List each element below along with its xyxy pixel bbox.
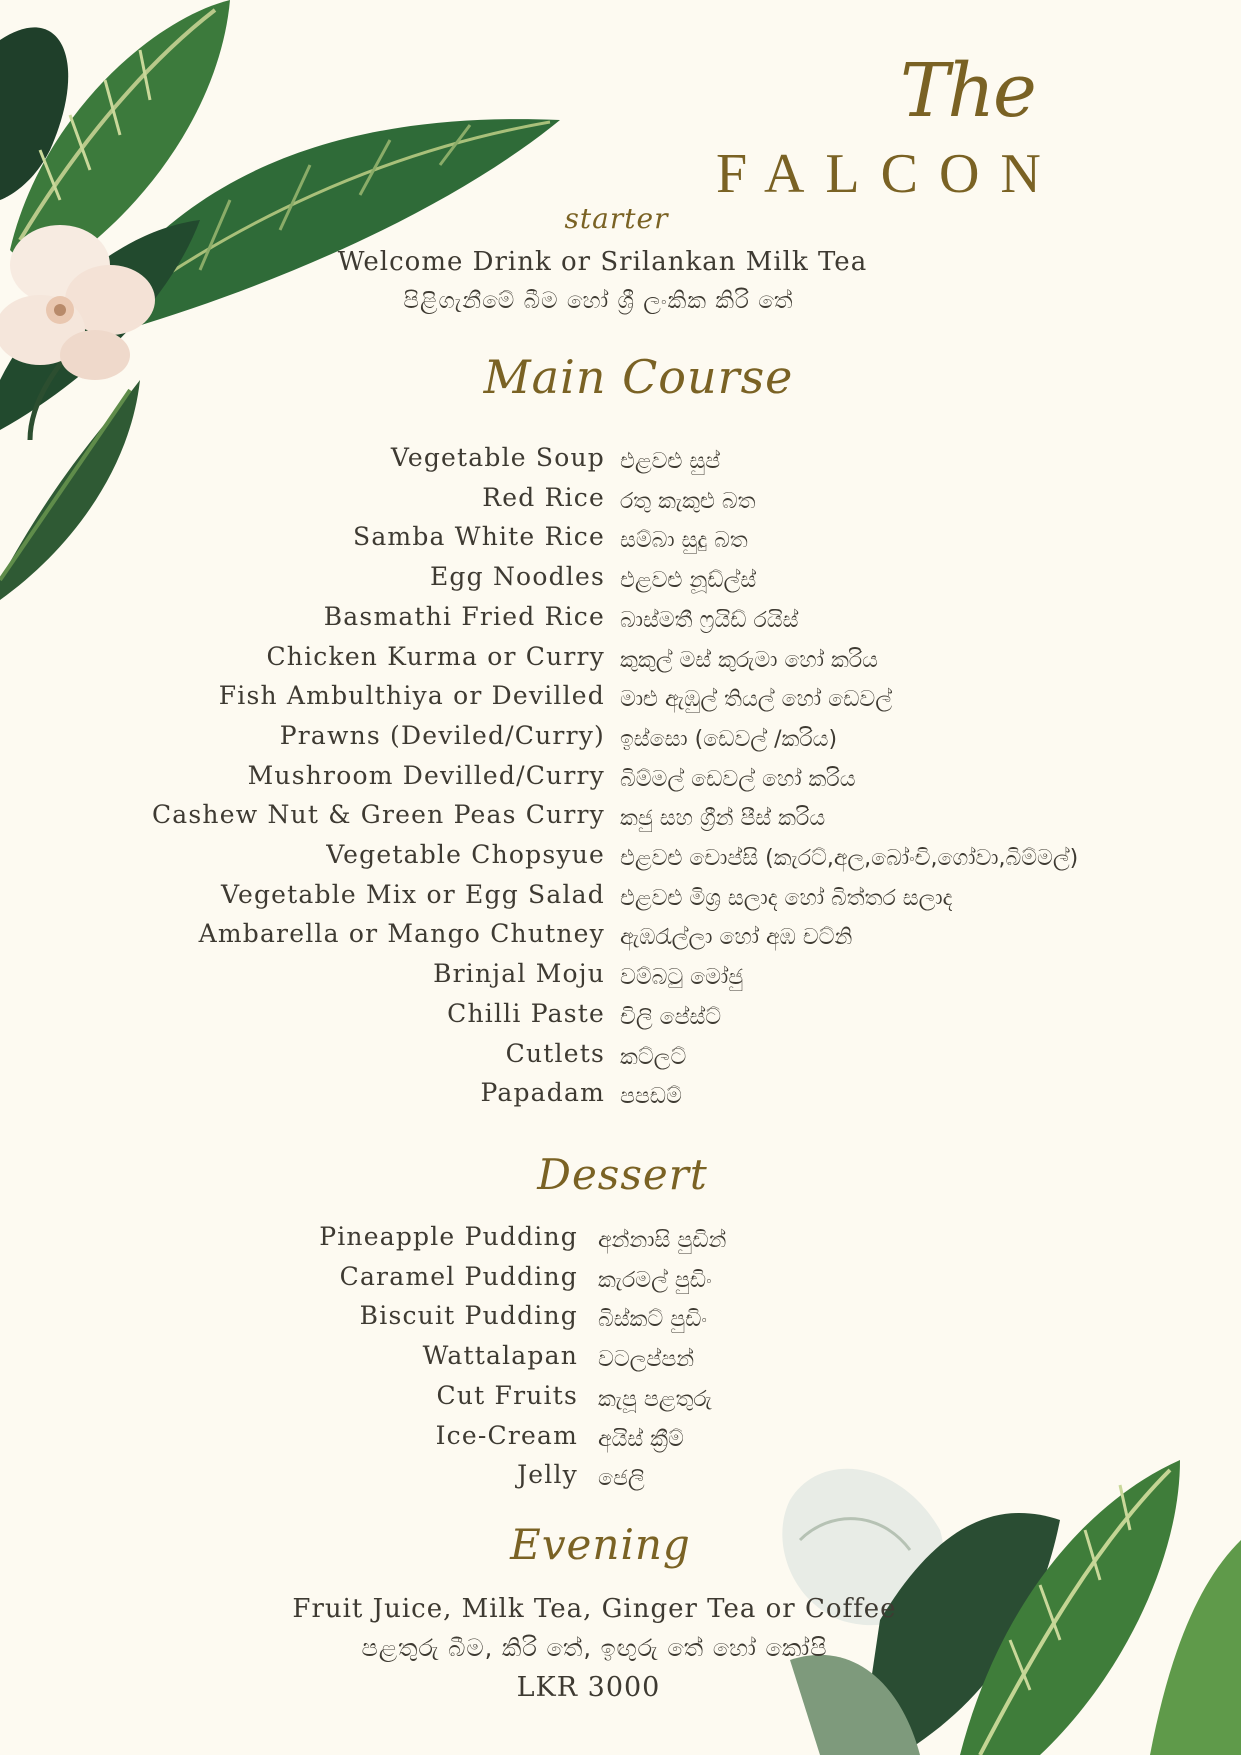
menu-item-english: Cut Fruits — [436, 1380, 578, 1410]
menu-item-english: Mushroom Devilled/Curry — [247, 760, 605, 790]
main-course-heading: Main Course — [483, 350, 794, 404]
menu-item-english: Basmathi Fried Rice — [323, 601, 605, 631]
menu-item-sinhala: එළවළු චොප්සි (කැරට්,අල,බෝංචි,ගෝවා,බිම්මල්) — [620, 846, 1079, 871]
menu-item-sinhala: අන්නාසි පුඩින් — [598, 1228, 727, 1253]
menu-item-english: Biscuit Pudding — [359, 1301, 578, 1331]
menu-item-english: Brinjal Moju — [433, 959, 605, 989]
evening-heading: Evening — [510, 1520, 691, 1569]
menu-item-english: Cutlets — [505, 1038, 605, 1068]
menu-item-english: Prawns (Deviled/Curry) — [279, 720, 605, 750]
evening-english: Fruit Juice, Milk Tea, Ginger Tea or Coffee — [292, 1594, 897, 1624]
menu-item-english: Wattalapan — [422, 1341, 578, 1371]
menu-item-sinhala: රතු කැකුළු බත — [620, 488, 756, 514]
price: LKR 3000 — [516, 1672, 661, 1703]
menu-item-english: Fish Ambulthiya or Devilled — [218, 681, 605, 711]
starter-english: Welcome Drink or Srilankan Milk Tea — [337, 247, 868, 277]
menu-item-sinhala: කැපූ පළතුරු — [598, 1386, 712, 1412]
menu-item-english: Ice-Cream — [435, 1420, 578, 1450]
menu-item-sinhala: සම්බා සුදු බත — [620, 528, 748, 554]
menu-item-english: Cashew Nut & Green Peas Curry — [151, 800, 605, 830]
starter-sinhala: පිළිගැනීමේ බීම හෝ ශ්‍රී ලංකික කිරි තේ — [403, 288, 794, 314]
evening-sinhala: පළතුරු බීම, කිරි තේ, ඉඟුරු තේ හෝ කෝපි — [361, 1634, 828, 1662]
menu-item-sinhala: එළවළු මිශ්‍ර සලාද හෝ බිත්තර සලාද — [620, 885, 953, 911]
menu-item-sinhala: ඉස්සො (ඩෙවල් /කරිය) — [620, 726, 838, 752]
menu-item-english: Chilli Paste — [447, 998, 605, 1028]
menu-item-sinhala: චිලි පේස්ට් — [620, 1004, 722, 1030]
menu-item-english: Ambarella or Mango Chutney — [198, 919, 605, 949]
menu-item-sinhala: වම්බටු මෝජු — [620, 965, 744, 991]
menu-item-sinhala: කට්ලට් — [620, 1044, 687, 1070]
menu-item-sinhala: එළවළු නූඩ්ල්ස් — [620, 568, 757, 594]
menu-item-sinhala: පපඩම් — [620, 1084, 682, 1110]
menu-item-sinhala: කැරමල් පුඩිං — [598, 1267, 712, 1293]
menu-item-english: Vegetable Chopsyue — [326, 840, 605, 869]
menu-item-sinhala: කජු සහ ග්‍රීන් පීස් කරිය — [620, 806, 826, 832]
menu-item-sinhala: වටලප්පන් — [598, 1347, 695, 1373]
menu-item-sinhala: මාළු ඇඹුල් තියල් හෝ ඩෙවල් — [620, 687, 892, 713]
logo-the: The — [900, 48, 1035, 134]
menu-item-english: Samba White Rice — [353, 522, 605, 552]
dessert-heading: Dessert — [537, 1150, 708, 1199]
menu-item-english: Red Rice — [482, 482, 605, 512]
menu-item-sinhala: කුකුල් මස් කුරුමා හෝ කරිය — [620, 647, 878, 673]
menu-item-sinhala: ජෙලි — [598, 1466, 645, 1492]
menu-item-english: Vegetable Soup — [390, 443, 605, 472]
menu-item-english: Papadam — [480, 1078, 605, 1108]
menu-item-english: Chicken Kurma or Curry — [266, 641, 605, 671]
menu-item-sinhala: බිස්කට් පුඩිං — [598, 1307, 708, 1333]
menu-item-english: Caramel Pudding — [339, 1261, 578, 1291]
menu-item-english: Pineapple Pudding — [319, 1222, 578, 1251]
menu-item-sinhala: බිම්මල් ඩෙවල් හෝ කරිය — [620, 766, 856, 792]
menu-item-sinhala: බාස්මතී ෆ්‍රයිඩ් රයිස් — [620, 607, 799, 633]
menu-item-english: Jelly — [517, 1460, 578, 1490]
menu-item-sinhala: අයිස් ක්‍රීම් — [598, 1426, 684, 1452]
menu-item-sinhala: ඇඹරැල්ලා හෝ අඹ චට්නි — [620, 925, 853, 951]
starter-heading: starter — [564, 202, 669, 235]
menu-item-sinhala: එළවළු සුප් — [620, 449, 721, 474]
menu-item-english: Vegetable Mix or Egg Salad — [221, 879, 605, 909]
menu-item-english: Egg Noodles — [429, 562, 605, 592]
logo-falcon: FALCON — [716, 143, 1062, 205]
